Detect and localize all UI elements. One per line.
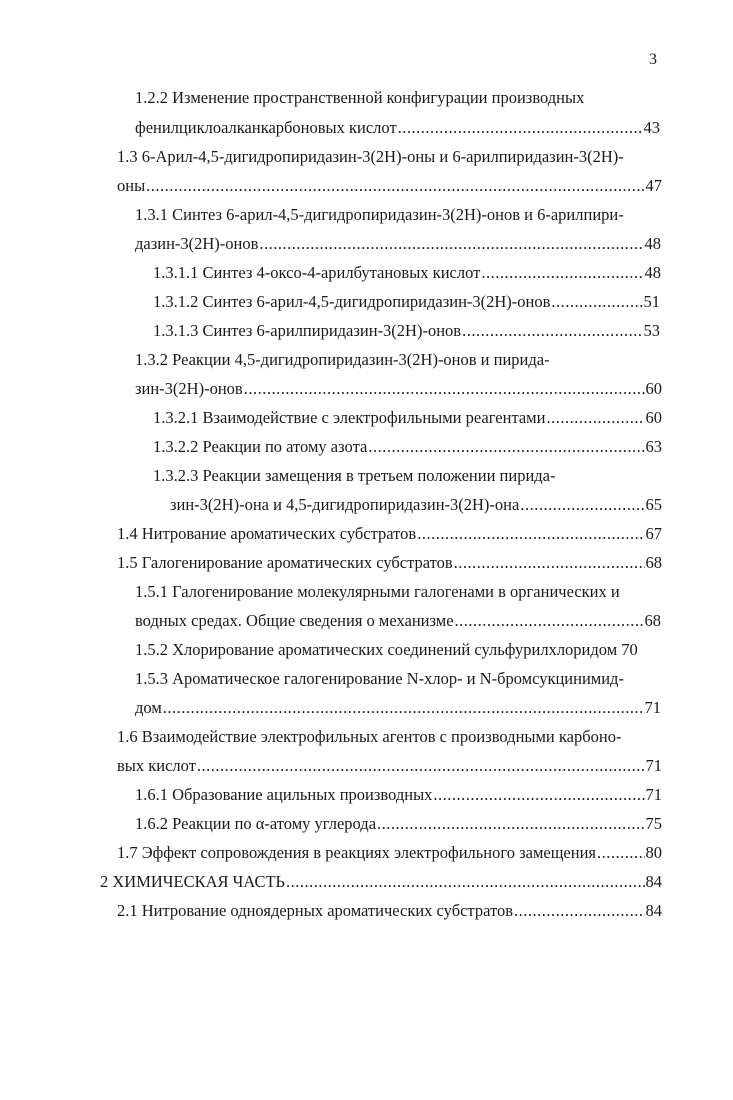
toc-leader [546, 407, 644, 429]
toc-leader [259, 233, 643, 255]
toc-leader [481, 262, 643, 284]
toc-page: 71 [644, 698, 661, 717]
toc-line [135, 233, 661, 255]
toc-line [117, 755, 662, 777]
toc-text: 1.5 Галогенирование ароматических субстратов [117, 553, 453, 572]
toc-line [153, 262, 661, 284]
toc-page: 48 [644, 234, 661, 253]
toc-line [135, 610, 661, 632]
toc-text: 1.3 6-Арил-4,5-дигидропиридазин-3(2Н)-оны и 6-арилпиридазин-3(2Н)- [117, 147, 624, 166]
toc-page: 80 [645, 843, 662, 862]
toc-page: 75 [645, 814, 662, 833]
toc-line [153, 291, 660, 313]
toc-line [117, 842, 662, 864]
toc-leader [146, 175, 644, 197]
toc-text: 1.3.1 Синтез 6-арил-4,5-дигидропиридазин-3(2Н)-онов и 6-арилпири- [135, 205, 624, 224]
toc-leader [163, 697, 644, 719]
toc-text: 1.3.2.3 Реакции замещения в третьем положении пирида- [153, 466, 556, 485]
toc-page: 43 [643, 118, 660, 137]
toc-text: 1.5.1 Галогенирование молекулярными галогенами в органических и [135, 582, 620, 601]
toc-page: 84 [645, 901, 662, 920]
toc-text: 1.6.1 Образование ацильных производных [135, 785, 433, 804]
toc-page: 60 [645, 379, 662, 398]
toc-page: 68 [644, 611, 661, 630]
toc-line [135, 813, 662, 835]
toc-line [135, 668, 665, 690]
toc-page: 53 [643, 321, 660, 340]
toc-leader [433, 784, 644, 806]
toc-line [117, 726, 665, 748]
toc-text: 1.3.1.2 Синтез 6-арил-4,5-дигидропиридазин-3(2Н)-онов [153, 292, 551, 311]
toc-line [153, 320, 660, 342]
toc-text: 1.7 Эффект сопровождения в реакциях электрофильного замещения [117, 843, 596, 862]
toc-line [153, 465, 633, 487]
toc-leader [377, 813, 644, 835]
toc-line [170, 494, 662, 516]
toc-leader [244, 378, 645, 400]
toc-line [135, 639, 665, 661]
toc-leader [398, 117, 643, 139]
toc-text: 1.6 Взаимодействие электрофильных агентов с производными карбоно- [117, 727, 622, 746]
toc-leader [520, 494, 644, 516]
toc-page: 51 [643, 292, 660, 311]
toc-leader [462, 320, 642, 342]
toc-line [135, 378, 662, 400]
toc-line [135, 581, 665, 603]
toc-line [117, 146, 665, 168]
toc-line [135, 697, 661, 719]
toc-line [117, 552, 662, 574]
toc-text: 1.3.2.2 Реакции по атому азота [153, 437, 368, 456]
toc-line [153, 407, 662, 429]
toc-line [135, 204, 665, 226]
toc-line [117, 523, 662, 545]
toc-leader [551, 291, 642, 313]
toc-line [135, 87, 645, 109]
toc-leader [454, 552, 645, 574]
toc-line [117, 900, 662, 922]
page-number: 3 [649, 51, 657, 68]
toc-text: дазин-3(2Н)-онов [135, 234, 259, 253]
toc-text: 1.3.1.3 Синтез 6-арилпиридазин-3(2Н)-онов [153, 321, 462, 340]
toc-text: 2 ХИМИЧЕСКАЯ ЧАСТЬ [100, 872, 286, 891]
toc-line [135, 349, 635, 371]
toc-text: 1.4 Нитрование ароматических субстратов [117, 524, 417, 543]
toc-line [135, 117, 660, 139]
toc-page: 63 [645, 437, 662, 456]
toc-text: зин-3(2Н)-онов [135, 379, 243, 398]
toc-page: 84 [645, 872, 662, 891]
toc-leader [197, 755, 645, 777]
toc-text: 1.5.3 Ароматическое галогенирование N-хлор- и N-бромсукцинимид- [135, 669, 624, 688]
toc-text: зин-3(2Н)-она и 4,5-дигидропиридазин-3(2Н)-она [170, 495, 520, 514]
toc-line [153, 436, 662, 458]
toc-text: 1.3.2 Реакции 4,5-дигидропиридазин-3(2Н)-онов и пирида- [135, 350, 550, 369]
toc-text: 1.5.2 Хлорирование ароматических соединений сульфурилхлоридом 70 [135, 640, 638, 659]
toc-line [135, 784, 662, 806]
toc-text: 1.3.2.1 Взаимодействие с электрофильными реагентами [153, 408, 546, 427]
toc-text: фенилциклоалканкарбоновых кислот [135, 118, 397, 137]
toc-line [117, 175, 662, 197]
toc-text: 1.6.2 Реакции по α-атому углерода [135, 814, 377, 833]
toc-line [100, 871, 662, 893]
toc-page: 47 [645, 176, 662, 195]
toc-text: оны [117, 176, 146, 195]
toc-page: 67 [645, 524, 662, 543]
toc-text: 1.2.2 Изменение пространственной конфигурации производных [135, 88, 585, 107]
toc-text: 2.1 Нитрование одноядерных ароматических субстратов [117, 901, 513, 920]
toc-text: дом [135, 698, 162, 717]
toc-leader [417, 523, 644, 545]
toc-page: 71 [645, 785, 662, 804]
toc-page: 60 [645, 408, 662, 427]
toc-leader [286, 871, 644, 893]
toc-leader [597, 842, 645, 864]
toc-text: 1.3.1.1 Синтез 4-оксо-4-арилбутановых кислот [153, 263, 481, 282]
toc-leader [514, 900, 645, 922]
toc-leader [455, 610, 644, 632]
toc-page: 68 [645, 553, 662, 572]
toc-page: 65 [645, 495, 662, 514]
toc-text: вых кислот [117, 756, 196, 775]
toc-text: водных средах. Общие сведения о механизме [135, 611, 454, 630]
toc-page: 48 [644, 263, 661, 282]
toc-page: 71 [645, 756, 662, 775]
toc-leader [368, 436, 644, 458]
